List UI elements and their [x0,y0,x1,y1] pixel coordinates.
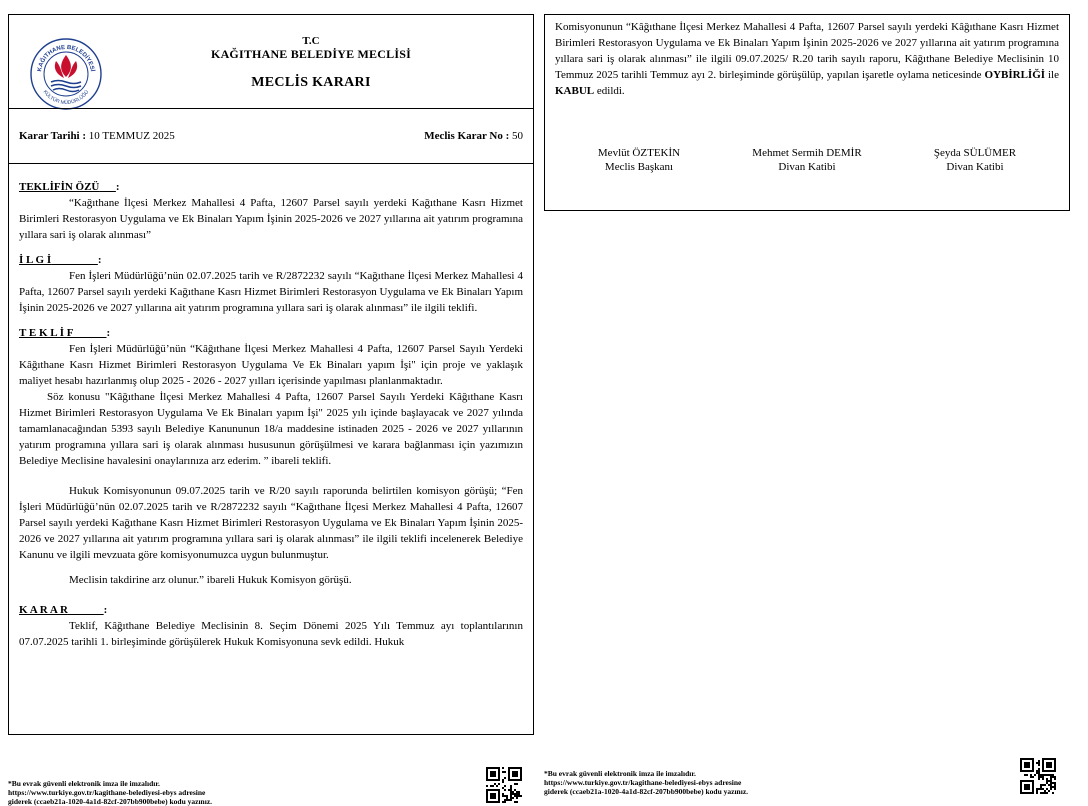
footer-line-3: giderek (ccaeb21a-1020-4a1d-82cf-207bb900bebe) kodu yazınız. [544,787,749,796]
logo-top-text: KAĞITHANE BELEDİYESİ [37,44,95,73]
section-ilgi-heading: İ L G İ : [19,254,102,266]
signature-row [555,146,1059,174]
signature-name: Şeyda SÜLÜMER [933,147,1017,159]
footer-line-1: *Bu evrak güvenli elektronik imza ile imzalıdır. [8,779,160,788]
section-teklif-paragraph-2: Söz konusu "Kâğıthane İlçesi Merkez Mahallesi 4 Pafta, 12607 Parsel Sayılı Yerdeki Kâğıthane Kasrı Hizmet Birimleri Restorasyon Uygulama Ve Ek Binaları yapım İşi" 2025 yılı içinde başlayacak ve 2027 yılında tamamlanacağından 5393 sayılı Belediye Kanununun 18/a maddesine istinaden 2025 - 2026 ve 2027 yıllarının yatırım programına yıllara sari iş olarak alınması hususunun görüşülmesi ve karara bağlanması için yazımızın Belediye Meclisine havalesini onaylarınıza arz ederim. ” ibareli teklifi. [19,391,523,467]
section-karar-heading: K A R A R : [19,604,108,616]
footer-line-3: giderek (ccaeb21a-1020-4a1d-82cf-207bb900bebe) kodu yazınız. [8,797,213,806]
unanimous-word: OYBİRLİĞİ [984,69,1046,81]
decision-meta-row [19,130,523,142]
logo-bottom-text: KÜLTÜR MÜDÜRLÜĞÜ [41,89,91,107]
continuation-text [555,19,1059,99]
continuation-middle: ile [1045,69,1059,81]
section-ozu-text: “Kağıthane İlçesi Merkez Mahallesi 4 Pafta, 12607 Parsel sayılı yerdeki Kağıthane Kasrı Hizmet Birimleri Restorasyon Uygulama ve Ek Binaları Yapım İşinin 2025-2026 ve 2027 yıllarına ait yatırım programına yıllara sari iş olarak alınması” [19,197,523,241]
signature-name: Mehmet Sermih DEMİR [752,147,862,159]
section-ozu-label: TEKLİFİN ÖZÜ [19,181,100,193]
signature-name: Mevlüt ÖZTEKİN [597,147,681,159]
header-council-name: KAĞITHANE BELEDİYE MECLİSİ [211,47,411,61]
municipality-logo-icon [29,37,103,111]
decision-page-left [8,14,534,735]
qr-code-icon [1020,758,1056,794]
footer-line-1: *Bu evrak güvenli elektronik imza ile imzalıdır. [544,769,696,778]
commission-paragraph-1: Hukuk Komisyonunun 09.07.2025 tarih ve R/20 sayılı raporunda belirtilen komisyon görüşü; “Fen İşleri Müdürlüğü’nün 02.07.2025 tarih ve R/2872232 sayılı “Kağıthane İlçesi Merkez Mahallesi 4 Pafta, 12607 Parsel sayılı yerdeki Kağıthane Kasrı Hizmet Birimleri Restorasyon Uygulama ve Ek Binaları Yapım İşinin 2025-2026 ve 2027 yıllarına ait yatırım programına yıllara sari iş olarak alınması” ile ilgili teklifi incelenerek Belediye Kanunu ve ilgili mevzuata göre komisyonumuzca uygun bulunmuştur. [19,485,523,561]
accepted-word: KABUL [555,85,595,97]
decision-date-label: Karar Tarihi : [19,130,87,142]
meta-divider [9,163,533,164]
footer-line-2[interactable]: https://www.turkiye.gov.tr/kagithane-belediyesi-ebys adresine [8,788,206,797]
signature-clerk-2 [900,146,1050,174]
decision-number [424,130,523,142]
footer-right [544,769,844,796]
document-title: MECLİS KARARI [251,75,371,90]
section-ozu-heading: TEKLİFİN ÖZÜ : [19,181,120,193]
decision-number-value: 50 [512,130,523,142]
decision-date [19,130,175,142]
header-divider [9,108,533,109]
section-karar-label: K A R A R [19,604,68,616]
decision-date-value: 10 TEMMUZ 2025 [88,130,175,142]
section-karar-text: Teklif, Kâğıthane Belediye Meclisinin 8. Seçim Dönemi 2025 Yılı Temmuz ayı toplantılarının 07.07.2025 tarihli 1. birleşiminde görüşülerek Hukuk Komisyonuna sevk edildi. Hukuk [19,620,523,648]
signature-title: Meclis Başkanı [604,161,674,173]
continuation-text-before: Komisyonunun “Kâğıthane İlçesi Merkez Mahallesi 4 Pafta, 12607 Parsel sayılı yerdeki Kâğıthane Kasrı Hizmet Birimleri Restorasyon Uygulama ve Ek Binaları Yapım İşinin 2025-2026 ve 2027 yıllarına ait yatırım programına yıllara sari iş olarak alınması” ile ilgili 09.07.2025/ R.20 tarih sayılı raporu, Kâğıthane Belediye Meclisinin 10 Temmuz 2025 tarihli Temmuz ayı 2. birleşiminde görüşülüp, yapılan işaretle oylama neticesinde [555,21,1059,81]
signature-title: Divan Katibi [946,161,1004,173]
decision-page-right [544,14,1070,211]
signature-president [564,146,714,174]
footer-line-2[interactable]: https://www.turkiye.gov.tr/kagithane-belediyesi-ebys adresine [544,778,742,787]
section-teklif-paragraph-1: Fen İşleri Müdürlüğü’nün “Kâğıthane İlçesi Merkez Mahallesi 4 Pafta, 12607 Parsel Sayılı Yerdeki Kâğıthane Kasrı Hizmet Birimleri Restorasyon Uygulama Ve Ek Binaları yapım İşi" için proje ve yaklaşık maliyet hesabı hazırlanmış olup 2025 - 2026 - 2027 yılları içerisinde yapılması planlanmaktadır. [19,343,523,387]
section-ilgi-text: Fen İşleri Müdürlüğü’nün 02.07.2025 tarih ve R/2872232 sayılı “Kağıthane İlçesi Merkez Mahallesi 4 Pafta, 12607 Parsel sayılı yerdeki Kağıthane Kasrı Hizmet Birimleri Restorasyon Uygulama ve Ek Binaları Yapım İşinin 2025-2026 ve 2027 yıllarına ait yatırım programına yıllara sari iş olarak alınması” ile ilgili teklifi. [19,270,523,314]
continuation-text-after: edildi. [594,85,625,97]
decision-number-label: Meclis Karar No : [424,130,510,142]
footer-left [8,779,308,806]
signature-clerk-1 [732,146,882,174]
section-teklif-heading: T E K L İ F : [19,327,111,339]
header-tc: T.C [302,35,320,47]
signature-title: Divan Katibi [778,161,836,173]
section-ilgi-label: İ L G İ [19,254,52,266]
section-teklif-label: T E K L İ F [19,327,74,339]
commission-paragraph-2: Meclisin takdirine arz olunur.” ibareli Hukuk Komisyon görüşü. [69,574,352,586]
qr-code-icon [486,767,522,803]
decision-body [19,179,523,650]
svg-text:KÜLTÜR MÜDÜRLÜĞÜ [42,88,91,106]
